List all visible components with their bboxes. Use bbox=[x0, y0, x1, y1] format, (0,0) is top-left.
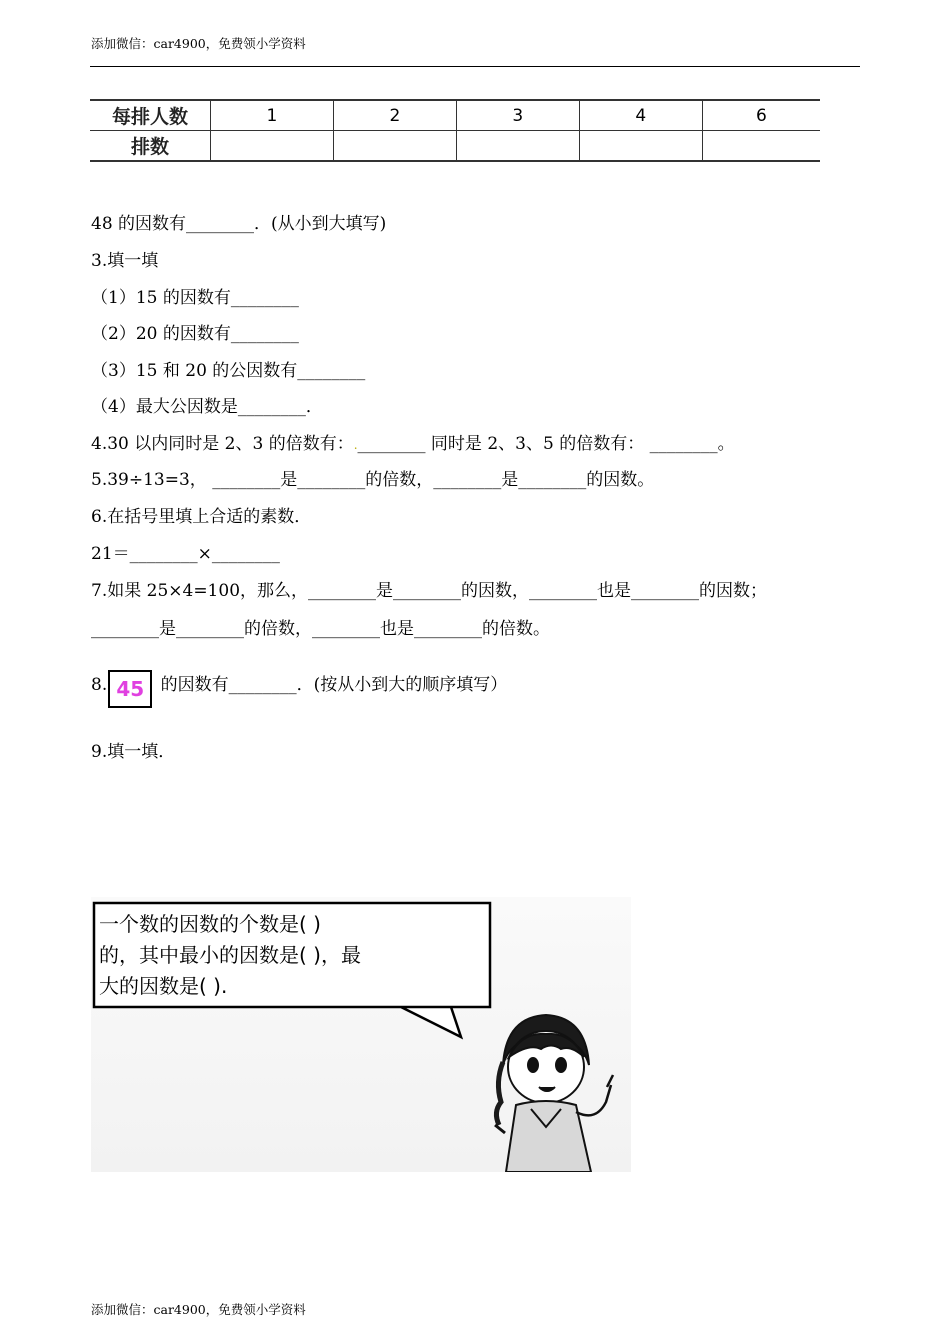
question-8-prefix: 8. bbox=[91, 675, 108, 695]
table-cell: 3 bbox=[456, 100, 579, 131]
question-3-title: 3.填一填 bbox=[91, 251, 159, 271]
page-footer: 添加微信：car4900，免费领小学资料 bbox=[91, 1302, 306, 1317]
girl-figure bbox=[495, 1015, 613, 1172]
question-6-equation: 21＝________×________ bbox=[91, 544, 280, 564]
question-3-3: （3）15 和 20 的公因数有________ bbox=[91, 361, 366, 381]
question-5: 5.39÷13=3， ________是________的倍数，________是________的因数。 bbox=[91, 470, 655, 490]
question-2-tail: 48 的因数有________．(从小到大填写) bbox=[91, 214, 387, 234]
table-cell[interactable] bbox=[333, 131, 456, 162]
question-4-part-a: 4.30 以内同时是 2、3 的倍数有： bbox=[91, 434, 354, 454]
speech-bubble-text bbox=[99, 909, 489, 1002]
table-cell: 6 bbox=[702, 100, 820, 131]
table-cell[interactable] bbox=[702, 131, 820, 162]
table-cell: 4 bbox=[579, 100, 702, 131]
bubble-line-3: 大的因数是( ). bbox=[99, 974, 228, 998]
table-header-cell: 每排人数 bbox=[90, 100, 211, 131]
rows-table bbox=[90, 99, 820, 162]
girl-illustration bbox=[91, 897, 631, 1172]
question-7-line-1: 7.如果 25×4=100，那么，________是________的因数，________也是________的因数； bbox=[91, 581, 768, 601]
question-7-line-2: ________是________的倍数，________也是________的倍数。 bbox=[91, 619, 550, 639]
question-8-suffix: 的因数有________．(按从小到大的顺序填写） bbox=[155, 675, 508, 695]
question-4 bbox=[91, 433, 735, 456]
table-cell[interactable] bbox=[211, 131, 334, 162]
bubble-line-1: 一个数的因数的个数是( ) bbox=[99, 912, 321, 936]
table-cell: 2 bbox=[333, 100, 456, 131]
question-9: 9.填一填． bbox=[91, 742, 176, 762]
number-box: 45 bbox=[108, 670, 152, 708]
header-rule bbox=[90, 66, 860, 67]
table-cell: 1 bbox=[211, 100, 334, 131]
marker-dot: . bbox=[353, 438, 358, 452]
table-row bbox=[90, 100, 820, 131]
table-header-cell: 排数 bbox=[90, 131, 211, 162]
question-4-part-b: ________ 同时是 2、3、5 的倍数有： ________。 bbox=[357, 434, 735, 454]
question-3-1: （1）15 的因数有________ bbox=[91, 288, 299, 308]
table-cell[interactable] bbox=[579, 131, 702, 162]
bubble-line-2: 的，其中最小的因数是( )，最 bbox=[99, 943, 361, 967]
question-8 bbox=[91, 670, 507, 708]
page-header: 添加微信：car4900，免费领小学资料 bbox=[91, 36, 306, 51]
question-6: 6.在括号里填上合适的素数． bbox=[91, 507, 312, 527]
question-3-4: （4）最大公因数是________． bbox=[91, 397, 323, 417]
table-cell[interactable] bbox=[456, 131, 579, 162]
table-row bbox=[90, 131, 820, 162]
question-3-2: （2）20 的因数有________ bbox=[91, 324, 299, 344]
